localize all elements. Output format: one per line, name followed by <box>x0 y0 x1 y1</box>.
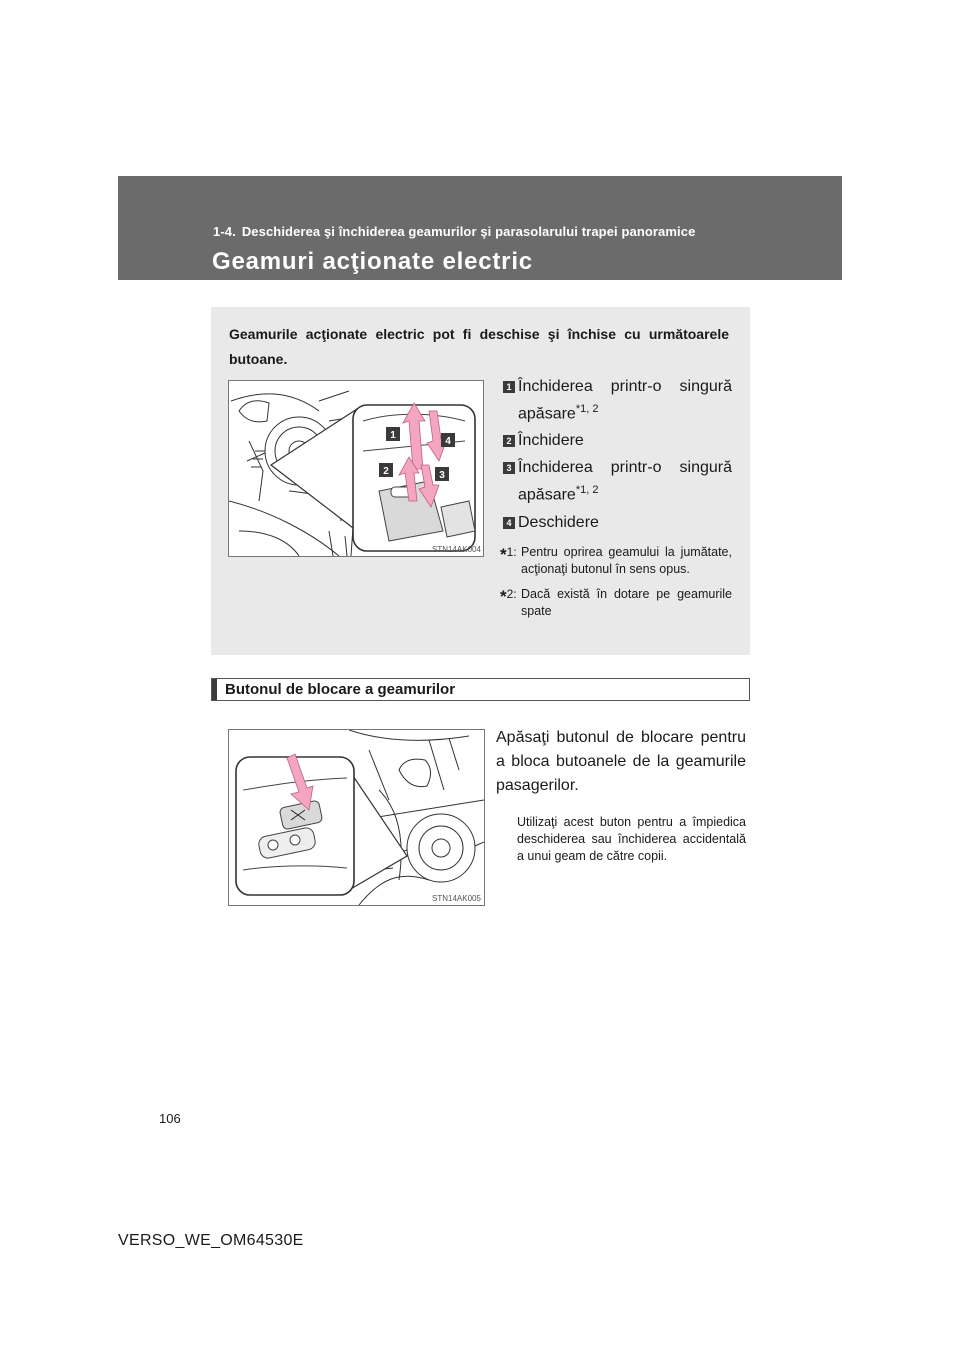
figure-code: STN14AK004 <box>432 545 481 554</box>
intro-text: Geamurile acţionate electric pot fi deschise şi închise cu următoarele butoane. <box>229 326 729 367</box>
callout-4: 4 <box>445 436 451 447</box>
legend-item-one-touch-close-2 <box>500 457 732 506</box>
footnote-mark: 2: <box>506 586 517 601</box>
lock-instruction: Apăsaţi butonul de blocare pentru a bloca butoanele de la geamurile pasagerilor. <box>496 729 746 794</box>
legend-ref: *1, 2 <box>575 403 599 415</box>
legend-label: Închiderea printr-o singură apăsare <box>518 459 732 504</box>
footnote-1: *1: Pentru oprirea geamului la jumătate, acţionaţi butonul în sens opus. <box>500 544 732 576</box>
section-title-text: Deschiderea şi închiderea geamurilor şi parasolarului trapei panoramice <box>241 224 696 239</box>
footnote-text: Dacă există în dotare pe geamurile spate <box>521 586 732 618</box>
subsection-bar <box>212 679 217 700</box>
legend-item-close <box>500 430 732 452</box>
callout-1: 1 <box>390 430 396 441</box>
legend-label: Închidere <box>518 432 584 450</box>
subsection-title: Butonul de blocare a geamurilor <box>225 681 456 698</box>
footnote-2: *2: Dacă există în dotare pe geamurile spate <box>500 586 732 618</box>
page-number: 106 <box>159 1111 181 1126</box>
legend-badge: 1 <box>503 381 515 393</box>
footnote-mark: 1: <box>506 544 517 559</box>
section-number: 1-4. <box>213 224 236 239</box>
legend-list <box>500 376 732 620</box>
window-lock-figure <box>228 729 485 906</box>
page-title: Geamuri acţionate electric <box>212 248 533 275</box>
doc-code: VERSO_WE_OM64530E <box>118 1232 304 1249</box>
window-switch-figure <box>228 380 484 557</box>
legend-ref: *1, 2 <box>575 484 599 497</box>
window-lock-drawing <box>229 730 484 905</box>
callout-3: 3 <box>439 470 445 481</box>
legend-badge: 2 <box>503 435 515 447</box>
lock-note: Utilizaţi acest buton pentru a împiedica deschiderea sau închiderea accidentală a unui geam de către copii. <box>517 815 746 863</box>
legend-badge: 3 <box>503 462 515 474</box>
footnote-text: Pentru oprirea geamului la jumătate, acţionaţi butonul în sens opus. <box>521 544 732 576</box>
figure-code: STN14AK005 <box>432 894 481 903</box>
legend-item-open <box>500 512 732 534</box>
legend-label: Închiderea printr-o singură apăsare <box>518 378 732 423</box>
callout-2: 2 <box>383 466 389 477</box>
section-title <box>213 224 695 239</box>
legend-badge: 4 <box>503 517 515 529</box>
legend-label: Deschidere <box>518 513 599 531</box>
legend-item-one-touch-close <box>500 376 732 425</box>
subsection-heading <box>211 678 750 701</box>
window-switch-drawing <box>229 381 483 556</box>
